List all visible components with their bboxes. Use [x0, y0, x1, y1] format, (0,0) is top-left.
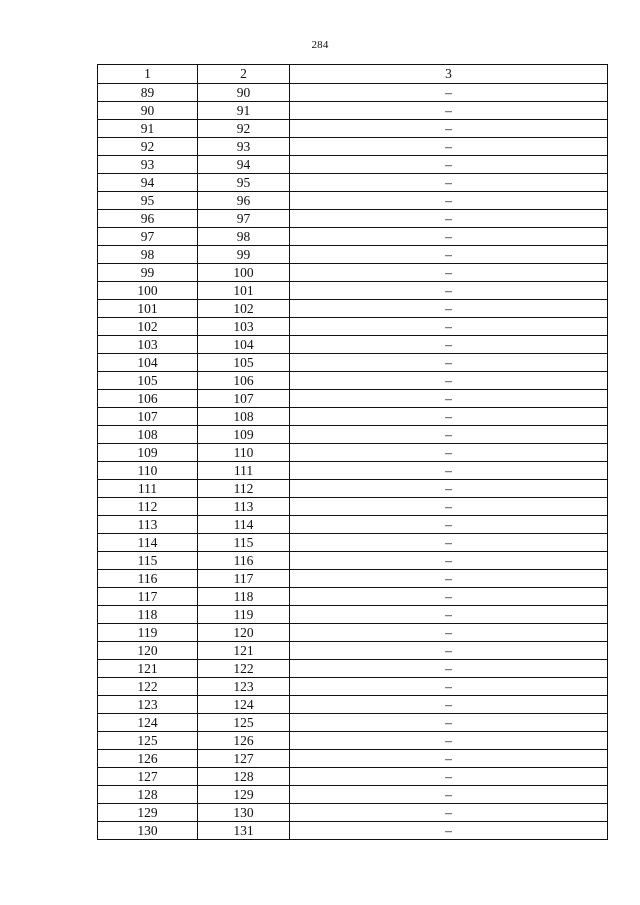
table-cell-col2: 103: [198, 318, 290, 336]
table-cell-col3: –: [290, 696, 608, 714]
table-cell-col3: –: [290, 354, 608, 372]
table-cell-col1: 105: [98, 372, 198, 390]
table-cell-col2: 95: [198, 174, 290, 192]
table-cell-col1: 116: [98, 570, 198, 588]
table-row: [98, 642, 608, 660]
table-cell-col3: –: [290, 282, 608, 300]
table-cell-col3: –: [290, 138, 608, 156]
table-cell-col2: 116: [198, 552, 290, 570]
table-cell-col1: 93: [98, 156, 198, 174]
table-header-row: [98, 65, 608, 84]
table-cell-col2: 114: [198, 516, 290, 534]
table-cell-col2: 97: [198, 210, 290, 228]
table-cell-col3: –: [290, 732, 608, 750]
table-cell-col1: 102: [98, 318, 198, 336]
table-cell-col2: 93: [198, 138, 290, 156]
table-cell-col1: 91: [98, 120, 198, 138]
table-row: [98, 228, 608, 246]
table-cell-col1: 109: [98, 444, 198, 462]
table-cell-col1: 114: [98, 534, 198, 552]
table-cell-col2: 118: [198, 588, 290, 606]
table-cell-col3: –: [290, 102, 608, 120]
table-row: [98, 408, 608, 426]
table-cell-col3: –: [290, 480, 608, 498]
table-cell-col1: 123: [98, 696, 198, 714]
table-cell-col2: 127: [198, 750, 290, 768]
table-row: [98, 732, 608, 750]
table-row: [98, 534, 608, 552]
table-cell-col3: –: [290, 462, 608, 480]
table-row: [98, 606, 608, 624]
table-cell-col2: 126: [198, 732, 290, 750]
table-cell-col1: 101: [98, 300, 198, 318]
table-cell-col1: 117: [98, 588, 198, 606]
table-row: [98, 192, 608, 210]
table-cell-col1: 90: [98, 102, 198, 120]
table-row: [98, 354, 608, 372]
table-cell-col1: 104: [98, 354, 198, 372]
table-cell-col2: 128: [198, 768, 290, 786]
table-cell-col3: –: [290, 606, 608, 624]
table-row: [98, 660, 608, 678]
table-cell-col3: –: [290, 660, 608, 678]
table-cell-col3: –: [290, 642, 608, 660]
table-row: [98, 822, 608, 840]
table-row: [98, 804, 608, 822]
table-row: [98, 174, 608, 192]
table-cell-col3: –: [290, 228, 608, 246]
table-cell-col2: 117: [198, 570, 290, 588]
table-row: [98, 336, 608, 354]
table-cell-col3: –: [290, 372, 608, 390]
table-cell-col3: –: [290, 552, 608, 570]
table-cell-col1: 112: [98, 498, 198, 516]
table-row: [98, 462, 608, 480]
table-cell-col3: –: [290, 390, 608, 408]
table-cell-col1: 122: [98, 678, 198, 696]
table-cell-col3: –: [290, 822, 608, 840]
table-cell-col1: 95: [98, 192, 198, 210]
table-cell-col1: 106: [98, 390, 198, 408]
table-row: [98, 138, 608, 156]
table-cell-col2: 124: [198, 696, 290, 714]
table-cell-col3: –: [290, 714, 608, 732]
table-cell-col1: 113: [98, 516, 198, 534]
table-row: [98, 390, 608, 408]
table-row: [98, 516, 608, 534]
column-header-1: 1: [98, 65, 198, 84]
table-cell-col2: 111: [198, 462, 290, 480]
table-row: [98, 444, 608, 462]
table-cell-col1: 96: [98, 210, 198, 228]
table-cell-col2: 107: [198, 390, 290, 408]
table-cell-col3: –: [290, 444, 608, 462]
table-cell-col2: 106: [198, 372, 290, 390]
table-row: [98, 210, 608, 228]
table-cell-col2: 98: [198, 228, 290, 246]
table-cell-col3: –: [290, 570, 608, 588]
table-row: [98, 786, 608, 804]
table-cell-col1: 107: [98, 408, 198, 426]
table-cell-col1: 125: [98, 732, 198, 750]
table-cell-col2: 115: [198, 534, 290, 552]
table-row: [98, 120, 608, 138]
table-row: [98, 624, 608, 642]
table-cell-col2: 91: [198, 102, 290, 120]
table-cell-col3: –: [290, 120, 608, 138]
table-cell-col2: 121: [198, 642, 290, 660]
table-cell-col3: –: [290, 426, 608, 444]
table-cell-col1: 100: [98, 282, 198, 300]
table-row: [98, 570, 608, 588]
table-row: [98, 84, 608, 102]
page-number: 284: [311, 39, 329, 51]
table-cell-col3: –: [290, 336, 608, 354]
table-cell-col2: 119: [198, 606, 290, 624]
table-row: [98, 102, 608, 120]
table-row: [98, 282, 608, 300]
column-header-3: 3: [290, 65, 608, 84]
table-cell-col1: 128: [98, 786, 198, 804]
table-row: [98, 426, 608, 444]
table-cell-col3: –: [290, 318, 608, 336]
table-cell-col2: 110: [198, 444, 290, 462]
table-cell-col3: –: [290, 174, 608, 192]
table-row: [98, 264, 608, 282]
table-cell-col1: 89: [98, 84, 198, 102]
table-row: [98, 480, 608, 498]
table-cell-col3: –: [290, 768, 608, 786]
table-cell-col2: 94: [198, 156, 290, 174]
table-cell-col2: 130: [198, 804, 290, 822]
table-cell-col2: 102: [198, 300, 290, 318]
table-cell-col3: –: [290, 300, 608, 318]
table-cell-col2: 113: [198, 498, 290, 516]
table-row: [98, 750, 608, 768]
table-cell-col1: 129: [98, 804, 198, 822]
table-row: [98, 768, 608, 786]
table-cell-col3: –: [290, 498, 608, 516]
table-cell-col3: –: [290, 588, 608, 606]
table-cell-col3: –: [290, 786, 608, 804]
table-cell-col3: –: [290, 192, 608, 210]
table-cell-col2: 104: [198, 336, 290, 354]
table-cell-col2: 123: [198, 678, 290, 696]
table-cell-col2: 105: [198, 354, 290, 372]
table-row: [98, 678, 608, 696]
table-cell-col3: –: [290, 264, 608, 282]
table-cell-col2: 120: [198, 624, 290, 642]
table-cell-col3: –: [290, 750, 608, 768]
table-cell-col3: –: [290, 408, 608, 426]
table-cell-col3: –: [290, 804, 608, 822]
table-cell-col2: 109: [198, 426, 290, 444]
table-cell-col1: 97: [98, 228, 198, 246]
table-cell-col2: 92: [198, 120, 290, 138]
table-row: [98, 714, 608, 732]
table-cell-col2: 108: [198, 408, 290, 426]
table-cell-col3: –: [290, 156, 608, 174]
table-cell-col2: 99: [198, 246, 290, 264]
table-cell-col2: 100: [198, 264, 290, 282]
data-table: [97, 64, 608, 840]
table-cell-col1: 98: [98, 246, 198, 264]
table-cell-col3: –: [290, 516, 608, 534]
column-header-2: 2: [198, 65, 290, 84]
table-row: [98, 498, 608, 516]
table-cell-col1: 103: [98, 336, 198, 354]
table-cell-col1: 108: [98, 426, 198, 444]
table-cell-col1: 120: [98, 642, 198, 660]
table-cell-col3: –: [290, 678, 608, 696]
table-cell-col1: 130: [98, 822, 198, 840]
table-cell-col2: 125: [198, 714, 290, 732]
table-row: [98, 318, 608, 336]
table-row: [98, 246, 608, 264]
table-cell-col1: 94: [98, 174, 198, 192]
table-cell-col1: 127: [98, 768, 198, 786]
table-cell-col3: –: [290, 534, 608, 552]
table-cell-col1: 124: [98, 714, 198, 732]
table-cell-col1: 118: [98, 606, 198, 624]
table-cell-col2: 129: [198, 786, 290, 804]
table-cell-col2: 122: [198, 660, 290, 678]
table-cell-col3: –: [290, 624, 608, 642]
table-row: [98, 696, 608, 714]
table-cell-col1: 119: [98, 624, 198, 642]
table-cell-col3: –: [290, 246, 608, 264]
table-body: [98, 84, 608, 840]
table-cell-col2: 90: [198, 84, 290, 102]
table-row: [98, 552, 608, 570]
table-cell-col1: 126: [98, 750, 198, 768]
table-cell-col3: –: [290, 84, 608, 102]
table-row: [98, 156, 608, 174]
table-cell-col2: 96: [198, 192, 290, 210]
table-cell-col1: 110: [98, 462, 198, 480]
table-cell-col1: 121: [98, 660, 198, 678]
table-cell-col1: 92: [98, 138, 198, 156]
table-cell-col1: 115: [98, 552, 198, 570]
table-cell-col2: 112: [198, 480, 290, 498]
table-row: [98, 300, 608, 318]
table-cell-col2: 131: [198, 822, 290, 840]
table-row: [98, 372, 608, 390]
table-cell-col1: 99: [98, 264, 198, 282]
table-cell-col3: –: [290, 210, 608, 228]
table-row: [98, 588, 608, 606]
table-cell-col1: 111: [98, 480, 198, 498]
table-cell-col2: 101: [198, 282, 290, 300]
